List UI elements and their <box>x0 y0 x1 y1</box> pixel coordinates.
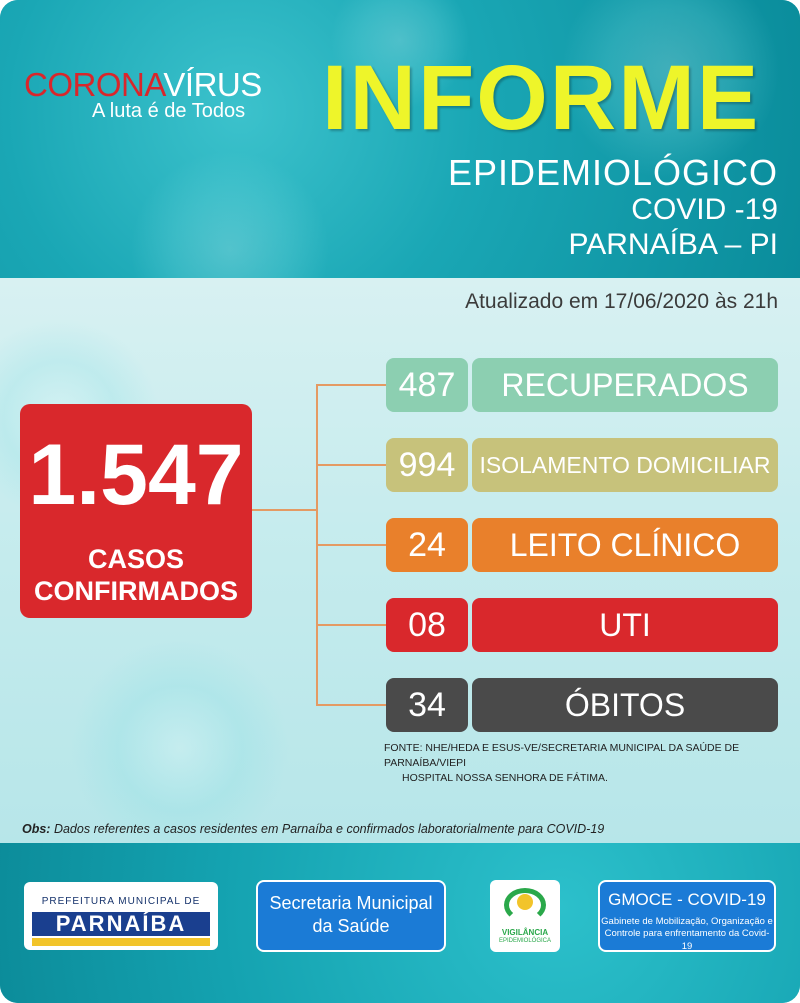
gmoce-sub-line: Gabinete de Mobilização, Organização e <box>601 916 773 927</box>
stat-label: LEITO CLÍNICO <box>472 518 778 572</box>
epidemiologico-subtitle: EPIDEMIOLÓGICO <box>447 152 778 193</box>
total-cases-box <box>20 404 252 618</box>
total-cases-label: CASOS <box>87 544 185 574</box>
stat-row-obitos <box>386 678 778 732</box>
vigilancia-label: VIGILÂNCIA <box>501 928 549 937</box>
total-cases-value: 1.547 <box>28 427 244 523</box>
observation-note <box>22 822 604 836</box>
obs-text: Dados referentes a casos residentes em Parnaíba e confirmados laboratorialmente para COVID-19 <box>50 822 605 836</box>
connector-line <box>252 509 318 511</box>
vigilancia-dot-icon <box>517 894 533 910</box>
stat-row-recuperados <box>386 358 778 412</box>
logo-tagline: A luta é de Todos <box>92 100 246 122</box>
secretaria-line: da Saúde <box>312 916 390 937</box>
vigilancia-sublabel: EPIDEMIOLÓGICA <box>498 938 551 944</box>
stat-row-uti <box>386 598 778 652</box>
logo-virus-text: VÍRUS <box>163 66 262 103</box>
connector-line <box>316 464 386 466</box>
prefeitura-parnaiba-logo <box>24 882 218 950</box>
stat-label: RECUPERADOS <box>472 358 778 412</box>
connector-line <box>316 704 386 706</box>
secretaria-saude-logo <box>256 880 446 952</box>
parnaiba-label: PARNAÍBA <box>32 912 210 936</box>
source-note <box>384 741 800 787</box>
stat-row-isolamento <box>386 438 778 492</box>
updated-timestamp: Atualizado em 17/06/2020 às 21h <box>465 290 778 313</box>
stat-label: ISOLAMENTO DOMICILIAR <box>472 438 778 492</box>
stat-value: 08 <box>386 598 468 652</box>
total-cases-label: CONFIRMADOS <box>34 576 238 606</box>
stat-value: 24 <box>386 518 468 572</box>
obs-label: Obs: <box>22 822 51 836</box>
flag-bar <box>32 938 210 946</box>
stat-label: UTI <box>472 598 778 652</box>
place-subtitle: PARNAÍBA – PI <box>568 228 778 261</box>
logo-corona-text: CORONA <box>24 66 164 103</box>
stat-value: 994 <box>386 438 468 492</box>
gmoce-logo <box>598 880 776 952</box>
vigilancia-logo <box>490 880 560 952</box>
informe-title: INFORME <box>322 47 761 149</box>
secretaria-line: Secretaria Municipal <box>269 893 433 913</box>
source-line: HOSPITAL NOSSA SENHORA DE FÁTIMA. <box>402 772 608 785</box>
coronavirus-logo <box>24 66 262 104</box>
gmoce-sub-line: Controle para enfrentamento da Covid-19 <box>604 928 770 952</box>
stat-value: 34 <box>386 678 468 732</box>
gmoce-title: GMOCE - COVID-19 <box>608 890 766 909</box>
connector-line <box>316 624 386 626</box>
stat-row-leito-clinico <box>386 518 778 572</box>
stat-value: 487 <box>386 358 468 412</box>
connector-line <box>316 384 386 386</box>
source-line: FONTE: NHE/HEDA E ESUS-VE/SECRETARIA MUNICIPAL DA SAÚDE DE PARNAÍBA/VIEPI <box>384 742 740 770</box>
connector-line <box>316 544 386 546</box>
stat-label: ÓBITOS <box>472 678 778 732</box>
prefeitura-label: PREFEITURA MUNICIPAL DE <box>41 896 201 907</box>
gmoce-subtitle <box>600 910 774 953</box>
covid-subtitle: COVID -19 <box>631 193 778 226</box>
